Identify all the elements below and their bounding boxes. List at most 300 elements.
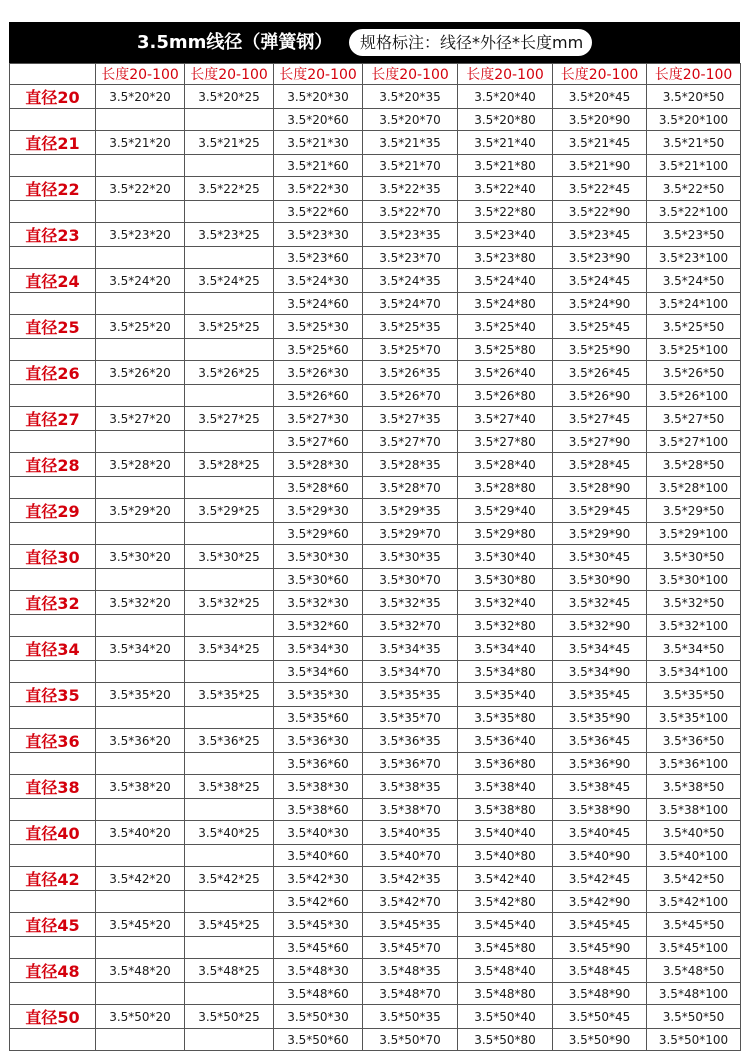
column-header: 长度20-100 bbox=[647, 64, 741, 85]
spec-cell: 3.5*48*70 bbox=[363, 983, 458, 1005]
spec-cell: 3.5*21*80 bbox=[458, 155, 553, 177]
empty-cell bbox=[96, 845, 185, 867]
spec-cell: 3.5*24*100 bbox=[647, 293, 741, 315]
spec-cell: 3.5*23*35 bbox=[363, 223, 458, 247]
spec-cell: 3.5*21*20 bbox=[96, 131, 185, 155]
empty-cell bbox=[10, 937, 96, 959]
spec-cell: 3.5*35*25 bbox=[185, 683, 274, 707]
spec-cell: 3.5*32*35 bbox=[363, 591, 458, 615]
spec-cell: 3.5*25*35 bbox=[363, 315, 458, 339]
spec-cell: 3.5*42*25 bbox=[185, 867, 274, 891]
spec-cell: 3.5*28*90 bbox=[553, 477, 647, 499]
table-row bbox=[10, 591, 741, 615]
spec-cell: 3.5*50*100 bbox=[647, 1029, 741, 1051]
spec-cell: 3.5*32*90 bbox=[553, 615, 647, 637]
spec-cell: 3.5*23*25 bbox=[185, 223, 274, 247]
empty-cell bbox=[96, 339, 185, 361]
empty-cell bbox=[185, 937, 274, 959]
empty-cell bbox=[185, 201, 274, 223]
table-row bbox=[10, 959, 741, 983]
table-row bbox=[10, 453, 741, 477]
spec-cell: 3.5*28*60 bbox=[274, 477, 363, 499]
diameter-label: 直径24 bbox=[10, 269, 96, 293]
empty-cell bbox=[96, 431, 185, 453]
spec-cell: 3.5*28*100 bbox=[647, 477, 741, 499]
spec-cell: 3.5*45*20 bbox=[96, 913, 185, 937]
column-header: 长度20-100 bbox=[553, 64, 647, 85]
empty-cell bbox=[10, 109, 96, 131]
spec-cell: 3.5*50*30 bbox=[274, 1005, 363, 1029]
spec-cell: 3.5*32*25 bbox=[185, 591, 274, 615]
table-row bbox=[10, 523, 741, 545]
empty-cell bbox=[185, 707, 274, 729]
column-header: 长度20-100 bbox=[458, 64, 553, 85]
spec-cell: 3.5*27*30 bbox=[274, 407, 363, 431]
spec-cell: 3.5*28*35 bbox=[363, 453, 458, 477]
spec-cell: 3.5*38*60 bbox=[274, 799, 363, 821]
spec-cell: 3.5*45*70 bbox=[363, 937, 458, 959]
diameter-label: 直径36 bbox=[10, 729, 96, 753]
spec-cell: 3.5*26*20 bbox=[96, 361, 185, 385]
spec-cell: 3.5*30*20 bbox=[96, 545, 185, 569]
spec-cell: 3.5*26*50 bbox=[647, 361, 741, 385]
empty-cell bbox=[96, 155, 185, 177]
table-row bbox=[10, 569, 741, 591]
spec-cell: 3.5*40*25 bbox=[185, 821, 274, 845]
empty-cell bbox=[10, 661, 96, 683]
table-row bbox=[10, 131, 741, 155]
empty-cell bbox=[96, 661, 185, 683]
spec-cell: 3.5*24*40 bbox=[458, 269, 553, 293]
diameter-label: 直径34 bbox=[10, 637, 96, 661]
spec-cell: 3.5*21*90 bbox=[553, 155, 647, 177]
spec-cell: 3.5*27*40 bbox=[458, 407, 553, 431]
spec-cell: 3.5*25*70 bbox=[363, 339, 458, 361]
spec-cell: 3.5*27*25 bbox=[185, 407, 274, 431]
table-row bbox=[10, 339, 741, 361]
empty-cell bbox=[10, 753, 96, 775]
spec-cell: 3.5*32*100 bbox=[647, 615, 741, 637]
empty-cell bbox=[96, 799, 185, 821]
column-header: 长度20-100 bbox=[274, 64, 363, 85]
spec-cell: 3.5*28*20 bbox=[96, 453, 185, 477]
empty-cell bbox=[96, 247, 185, 269]
table-row bbox=[10, 799, 741, 821]
spec-cell: 3.5*45*60 bbox=[274, 937, 363, 959]
spec-cell: 3.5*40*45 bbox=[553, 821, 647, 845]
spec-cell: 3.5*38*40 bbox=[458, 775, 553, 799]
spec-cell: 3.5*35*70 bbox=[363, 707, 458, 729]
spec-cell: 3.5*24*80 bbox=[458, 293, 553, 315]
table-row bbox=[10, 499, 741, 523]
spec-cell: 3.5*29*25 bbox=[185, 499, 274, 523]
spec-cell: 3.5*20*45 bbox=[553, 85, 647, 109]
spec-cell: 3.5*26*60 bbox=[274, 385, 363, 407]
empty-cell bbox=[10, 845, 96, 867]
spec-cell: 3.5*45*25 bbox=[185, 913, 274, 937]
title-bar bbox=[9, 22, 740, 63]
empty-cell bbox=[185, 339, 274, 361]
empty-cell bbox=[185, 845, 274, 867]
spec-cell: 3.5*20*70 bbox=[363, 109, 458, 131]
spec-cell: 3.5*42*50 bbox=[647, 867, 741, 891]
table-row bbox=[10, 753, 741, 775]
spec-cell: 3.5*42*90 bbox=[553, 891, 647, 913]
empty-cell bbox=[185, 109, 274, 131]
diameter-label: 直径23 bbox=[10, 223, 96, 247]
spec-cell: 3.5*48*30 bbox=[274, 959, 363, 983]
diameter-label: 直径45 bbox=[10, 913, 96, 937]
spec-cell: 3.5*36*35 bbox=[363, 729, 458, 753]
spec-cell: 3.5*24*30 bbox=[274, 269, 363, 293]
spec-cell: 3.5*34*50 bbox=[647, 637, 741, 661]
spec-cell: 3.5*42*45 bbox=[553, 867, 647, 891]
empty-cell bbox=[10, 293, 96, 315]
spec-cell: 3.5*26*30 bbox=[274, 361, 363, 385]
empty-cell bbox=[185, 983, 274, 1005]
spec-cell: 3.5*24*20 bbox=[96, 269, 185, 293]
diameter-label: 直径32 bbox=[10, 591, 96, 615]
spec-cell: 3.5*50*20 bbox=[96, 1005, 185, 1029]
spec-cell: 3.5*23*70 bbox=[363, 247, 458, 269]
diameter-label: 直径22 bbox=[10, 177, 96, 201]
spec-cell: 3.5*24*35 bbox=[363, 269, 458, 293]
spec-cell: 3.5*25*40 bbox=[458, 315, 553, 339]
spec-cell: 3.5*35*50 bbox=[647, 683, 741, 707]
empty-cell bbox=[185, 753, 274, 775]
spec-cell: 3.5*26*90 bbox=[553, 385, 647, 407]
spec-cell: 3.5*34*60 bbox=[274, 661, 363, 683]
spec-cell: 3.5*20*35 bbox=[363, 85, 458, 109]
empty-cell bbox=[185, 477, 274, 499]
empty-cell bbox=[96, 385, 185, 407]
spec-cell: 3.5*48*60 bbox=[274, 983, 363, 1005]
empty-cell bbox=[10, 569, 96, 591]
spec-cell: 3.5*23*100 bbox=[647, 247, 741, 269]
spec-cell: 3.5*27*60 bbox=[274, 431, 363, 453]
spec-cell: 3.5*30*40 bbox=[458, 545, 553, 569]
spec-cell: 3.5*28*25 bbox=[185, 453, 274, 477]
spec-cell: 3.5*23*90 bbox=[553, 247, 647, 269]
empty-cell bbox=[96, 523, 185, 545]
spec-cell: 3.5*21*100 bbox=[647, 155, 741, 177]
spec-cell: 3.5*27*100 bbox=[647, 431, 741, 453]
spec-cell: 3.5*30*90 bbox=[553, 569, 647, 591]
spec-cell: 3.5*50*45 bbox=[553, 1005, 647, 1029]
spec-cell: 3.5*34*70 bbox=[363, 661, 458, 683]
spec-cell: 3.5*26*40 bbox=[458, 361, 553, 385]
spec-cell: 3.5*34*35 bbox=[363, 637, 458, 661]
spec-cell: 3.5*26*35 bbox=[363, 361, 458, 385]
spec-cell: 3.5*34*45 bbox=[553, 637, 647, 661]
table-row bbox=[10, 821, 741, 845]
empty-cell bbox=[185, 293, 274, 315]
spec-cell: 3.5*34*25 bbox=[185, 637, 274, 661]
spec-cell: 3.5*30*35 bbox=[363, 545, 458, 569]
table-header-row bbox=[10, 64, 741, 85]
table-row bbox=[10, 867, 741, 891]
empty-cell bbox=[10, 707, 96, 729]
spec-cell: 3.5*50*35 bbox=[363, 1005, 458, 1029]
empty-cell bbox=[10, 615, 96, 637]
spec-cell: 3.5*21*70 bbox=[363, 155, 458, 177]
spec-cell: 3.5*28*80 bbox=[458, 477, 553, 499]
spec-cell: 3.5*30*50 bbox=[647, 545, 741, 569]
spec-cell: 3.5*40*50 bbox=[647, 821, 741, 845]
empty-cell bbox=[10, 1029, 96, 1051]
spec-cell: 3.5*20*20 bbox=[96, 85, 185, 109]
spec-cell: 3.5*48*90 bbox=[553, 983, 647, 1005]
spec-cell: 3.5*45*35 bbox=[363, 913, 458, 937]
spec-cell: 3.5*22*60 bbox=[274, 201, 363, 223]
spec-cell: 3.5*21*25 bbox=[185, 131, 274, 155]
spec-cell: 3.5*26*70 bbox=[363, 385, 458, 407]
spec-cell: 3.5*20*25 bbox=[185, 85, 274, 109]
diameter-label: 直径50 bbox=[10, 1005, 96, 1029]
empty-cell bbox=[96, 201, 185, 223]
spec-cell: 3.5*22*50 bbox=[647, 177, 741, 201]
spec-cell: 3.5*22*80 bbox=[458, 201, 553, 223]
table-row bbox=[10, 293, 741, 315]
spec-cell: 3.5*32*45 bbox=[553, 591, 647, 615]
spec-cell: 3.5*40*60 bbox=[274, 845, 363, 867]
spec-cell: 3.5*34*90 bbox=[553, 661, 647, 683]
empty-cell bbox=[96, 707, 185, 729]
spec-cell: 3.5*40*70 bbox=[363, 845, 458, 867]
spec-cell: 3.5*28*45 bbox=[553, 453, 647, 477]
empty-cell bbox=[185, 155, 274, 177]
spec-cell: 3.5*40*40 bbox=[458, 821, 553, 845]
spec-cell: 3.5*35*100 bbox=[647, 707, 741, 729]
column-header: 长度20-100 bbox=[185, 64, 274, 85]
spec-cell: 3.5*38*45 bbox=[553, 775, 647, 799]
empty-cell bbox=[185, 891, 274, 913]
spec-cell: 3.5*36*70 bbox=[363, 753, 458, 775]
spec-cell: 3.5*35*30 bbox=[274, 683, 363, 707]
spec-cell: 3.5*32*20 bbox=[96, 591, 185, 615]
spec-cell: 3.5*40*100 bbox=[647, 845, 741, 867]
spec-cell: 3.5*45*100 bbox=[647, 937, 741, 959]
table-row bbox=[10, 201, 741, 223]
table-row bbox=[10, 315, 741, 339]
spec-cell: 3.5*24*60 bbox=[274, 293, 363, 315]
spec-cell: 3.5*23*20 bbox=[96, 223, 185, 247]
diameter-label: 直径42 bbox=[10, 867, 96, 891]
spec-cell: 3.5*34*80 bbox=[458, 661, 553, 683]
empty-cell bbox=[96, 937, 185, 959]
spec-cell: 3.5*22*45 bbox=[553, 177, 647, 201]
spec-cell: 3.5*40*30 bbox=[274, 821, 363, 845]
spec-cell: 3.5*36*50 bbox=[647, 729, 741, 753]
spec-cell: 3.5*38*35 bbox=[363, 775, 458, 799]
spec-cell: 3.5*45*80 bbox=[458, 937, 553, 959]
spec-cell: 3.5*48*35 bbox=[363, 959, 458, 983]
empty-cell bbox=[10, 799, 96, 821]
empty-cell bbox=[96, 1029, 185, 1051]
spec-cell: 3.5*26*80 bbox=[458, 385, 553, 407]
spec-cell: 3.5*50*25 bbox=[185, 1005, 274, 1029]
empty-cell bbox=[10, 891, 96, 913]
spec-cell: 3.5*30*30 bbox=[274, 545, 363, 569]
spec-cell: 3.5*23*45 bbox=[553, 223, 647, 247]
spec-cell: 3.5*50*90 bbox=[553, 1029, 647, 1051]
spec-cell: 3.5*36*25 bbox=[185, 729, 274, 753]
spec-cell: 3.5*21*45 bbox=[553, 131, 647, 155]
spec-cell: 3.5*48*50 bbox=[647, 959, 741, 983]
table-row bbox=[10, 407, 741, 431]
diameter-label: 直径27 bbox=[10, 407, 96, 431]
spec-cell: 3.5*29*20 bbox=[96, 499, 185, 523]
spec-cell: 3.5*38*80 bbox=[458, 799, 553, 821]
table-row bbox=[10, 155, 741, 177]
page-title: 3.5mm线径（弹簧钢） bbox=[137, 32, 333, 53]
table-row bbox=[10, 775, 741, 799]
diameter-label: 直径40 bbox=[10, 821, 96, 845]
spec-cell: 3.5*50*40 bbox=[458, 1005, 553, 1029]
spec-cell: 3.5*36*60 bbox=[274, 753, 363, 775]
spec-cell: 3.5*42*20 bbox=[96, 867, 185, 891]
spec-cell: 3.5*36*20 bbox=[96, 729, 185, 753]
spec-cell: 3.5*23*50 bbox=[647, 223, 741, 247]
spec-cell: 3.5*38*20 bbox=[96, 775, 185, 799]
spec-cell: 3.5*21*30 bbox=[274, 131, 363, 155]
spec-cell: 3.5*29*90 bbox=[553, 523, 647, 545]
spec-cell: 3.5*42*60 bbox=[274, 891, 363, 913]
spec-cell: 3.5*48*45 bbox=[553, 959, 647, 983]
spec-cell: 3.5*50*80 bbox=[458, 1029, 553, 1051]
table-row bbox=[10, 385, 741, 407]
spec-cell: 3.5*40*80 bbox=[458, 845, 553, 867]
spec-cell: 3.5*32*50 bbox=[647, 591, 741, 615]
spec-cell: 3.5*29*50 bbox=[647, 499, 741, 523]
spec-cell: 3.5*35*45 bbox=[553, 683, 647, 707]
spec-cell: 3.5*48*40 bbox=[458, 959, 553, 983]
spec-cell: 3.5*36*100 bbox=[647, 753, 741, 775]
spec-cell: 3.5*27*50 bbox=[647, 407, 741, 431]
empty-cell bbox=[185, 247, 274, 269]
table-row bbox=[10, 1005, 741, 1029]
spec-cell: 3.5*20*30 bbox=[274, 85, 363, 109]
spec-cell: 3.5*24*70 bbox=[363, 293, 458, 315]
table-row bbox=[10, 615, 741, 637]
table-row bbox=[10, 729, 741, 753]
empty-cell bbox=[96, 891, 185, 913]
spec-cell: 3.5*26*45 bbox=[553, 361, 647, 385]
spec-cell: 3.5*42*35 bbox=[363, 867, 458, 891]
spec-cell: 3.5*28*30 bbox=[274, 453, 363, 477]
spec-cell: 3.5*25*100 bbox=[647, 339, 741, 361]
spec-cell: 3.5*22*90 bbox=[553, 201, 647, 223]
spec-cell: 3.5*25*45 bbox=[553, 315, 647, 339]
spec-cell: 3.5*32*40 bbox=[458, 591, 553, 615]
empty-cell bbox=[96, 293, 185, 315]
diameter-label: 直径20 bbox=[10, 85, 96, 109]
spec-cell: 3.5*23*30 bbox=[274, 223, 363, 247]
diameter-label: 直径38 bbox=[10, 775, 96, 799]
spec-cell: 3.5*35*60 bbox=[274, 707, 363, 729]
spec-cell: 3.5*30*80 bbox=[458, 569, 553, 591]
spec-cell: 3.5*36*40 bbox=[458, 729, 553, 753]
spec-cell: 3.5*45*90 bbox=[553, 937, 647, 959]
spec-cell: 3.5*50*70 bbox=[363, 1029, 458, 1051]
spec-cell: 3.5*34*40 bbox=[458, 637, 553, 661]
spec-cell: 3.5*27*35 bbox=[363, 407, 458, 431]
empty-cell bbox=[10, 523, 96, 545]
spec-cell: 3.5*38*25 bbox=[185, 775, 274, 799]
spec-cell: 3.5*48*25 bbox=[185, 959, 274, 983]
spec-cell: 3.5*35*35 bbox=[363, 683, 458, 707]
spec-cell: 3.5*32*60 bbox=[274, 615, 363, 637]
empty-cell bbox=[10, 431, 96, 453]
spec-cell: 3.5*29*30 bbox=[274, 499, 363, 523]
spec-cell: 3.5*22*25 bbox=[185, 177, 274, 201]
table-row bbox=[10, 937, 741, 959]
spec-cell: 3.5*34*20 bbox=[96, 637, 185, 661]
diameter-label: 直径26 bbox=[10, 361, 96, 385]
table-row bbox=[10, 983, 741, 1005]
empty-cell bbox=[10, 155, 96, 177]
spec-cell: 3.5*38*90 bbox=[553, 799, 647, 821]
empty-cell bbox=[10, 385, 96, 407]
spec-cell: 3.5*27*80 bbox=[458, 431, 553, 453]
spec-cell: 3.5*45*50 bbox=[647, 913, 741, 937]
spec-cell: 3.5*38*50 bbox=[647, 775, 741, 799]
empty-cell bbox=[185, 661, 274, 683]
spec-cell: 3.5*48*20 bbox=[96, 959, 185, 983]
column-header bbox=[10, 64, 96, 85]
empty-cell bbox=[96, 477, 185, 499]
spec-cell: 3.5*42*100 bbox=[647, 891, 741, 913]
spec-cell: 3.5*25*20 bbox=[96, 315, 185, 339]
diameter-label: 直径48 bbox=[10, 959, 96, 983]
spec-cell: 3.5*23*40 bbox=[458, 223, 553, 247]
spec-cell: 3.5*32*30 bbox=[274, 591, 363, 615]
empty-cell bbox=[185, 385, 274, 407]
spec-cell: 3.5*30*45 bbox=[553, 545, 647, 569]
table-row bbox=[10, 913, 741, 937]
spec-cell: 3.5*36*45 bbox=[553, 729, 647, 753]
spec-cell: 3.5*45*40 bbox=[458, 913, 553, 937]
spec-cell: 3.5*36*90 bbox=[553, 753, 647, 775]
empty-cell bbox=[96, 569, 185, 591]
table-row bbox=[10, 683, 741, 707]
spec-cell: 3.5*22*30 bbox=[274, 177, 363, 201]
column-header: 长度20-100 bbox=[96, 64, 185, 85]
spec-cell: 3.5*50*60 bbox=[274, 1029, 363, 1051]
spec-cell: 3.5*30*100 bbox=[647, 569, 741, 591]
spec-cell: 3.5*25*60 bbox=[274, 339, 363, 361]
diameter-label: 直径28 bbox=[10, 453, 96, 477]
empty-cell bbox=[10, 983, 96, 1005]
empty-cell bbox=[185, 523, 274, 545]
spec-cell: 3.5*25*25 bbox=[185, 315, 274, 339]
spec-cell: 3.5*42*30 bbox=[274, 867, 363, 891]
spec-cell: 3.5*21*60 bbox=[274, 155, 363, 177]
diameter-label: 直径30 bbox=[10, 545, 96, 569]
spec-cell: 3.5*29*40 bbox=[458, 499, 553, 523]
spec-cell: 3.5*50*50 bbox=[647, 1005, 741, 1029]
spec-cell: 3.5*27*45 bbox=[553, 407, 647, 431]
spec-cell: 3.5*42*70 bbox=[363, 891, 458, 913]
spec-cell: 3.5*30*60 bbox=[274, 569, 363, 591]
spec-cell: 3.5*35*80 bbox=[458, 707, 553, 729]
table-row bbox=[10, 891, 741, 913]
spec-cell: 3.5*35*40 bbox=[458, 683, 553, 707]
spec-cell: 3.5*35*20 bbox=[96, 683, 185, 707]
spec-cell: 3.5*29*35 bbox=[363, 499, 458, 523]
spec-cell: 3.5*22*100 bbox=[647, 201, 741, 223]
diameter-label: 直径21 bbox=[10, 131, 96, 155]
